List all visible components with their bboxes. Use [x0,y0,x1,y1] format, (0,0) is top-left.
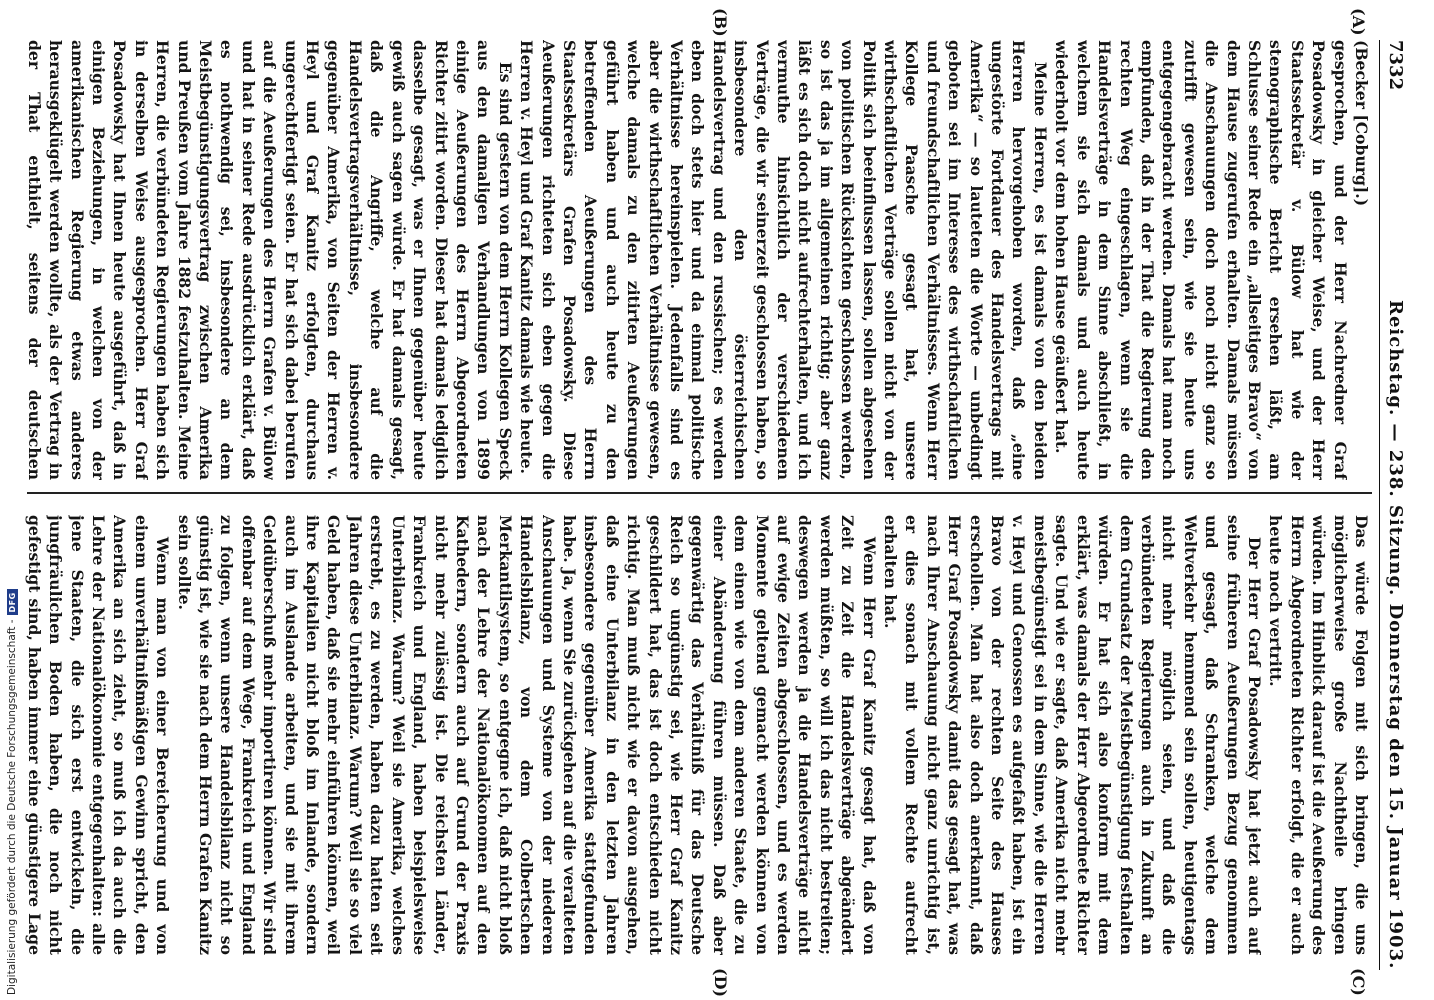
page-number: 7332 [1385,40,1406,91]
speaker-line [1351,40,1372,480]
running-title: Reichstag. — 238. Sitzung. Donnerstag den 15. Januar 1903. [1385,300,1406,970]
left-column [22,40,1372,480]
margin-marker-a: (A) [1349,8,1368,36]
paragraph: Es sind gestern von dem Herrn Kollegen Speck aus den damaligen Verhandlungen von 1899 einige Aeußerungen des Herrn Abgeordneten Richter zitirt worden. Dieser hat damals lediglich dasselbe gesagt, was er Ihnen gegenüber heute gewiß auch sagen würde. Er hat damals gesagt, daß die Angriffe, welche auf die Handelsvertragsverhältnisse, insbesondere gegenüber Amerika, von Seiten der Herren v. Heyl und Graf Kanitz erfolgten, durchaus ungerechtfertigt seien. Er hat sich dabei berufen auf die Aeußerungen des Herrn Grafen v. Bülow und hat in seiner Rede ausdrücklich erklärt, daß es nothwendig sei, insbesondere an dem Meistbegünstigungsvertrag zwischen Amerika und Preußen vom Jahre 1882 festzuhalten. Meine Herren, die verbündeten Regierungen haben sich in derselben Weise ausgesprochen. Herr Graf Posadowsky hat Ihnen heute ausgeführt, daß in einigen Beziehungen, in welchen von der amerikanischen Regierung etwas anderes herausgeklügelt werden wollte, als der Vertrag in der That enthielt, seitens der deutschen [24,40,515,480]
paragraph: Das würde Folgen mit sich bringen, die uns möglicherweise große Nachtheile bringen würden. Im Hinblick darauf ist die Aeußerung des Herrn Abgeordneten Richter erfolgt, die er auch heute noch vertritt. [1266,515,1371,955]
paragraph: Der Herr Graf Posadowsky hat jetzt auch auf seine früheren Aeußerungen Bezug genommen und gesagt, daß Schranken, welche dem Weltverkehr hemmend sein sollen, heutigentags nicht mehr möglich seien, und daß die verbündeten Regierungen auch in Zukunft an dem Grundsatz der Meistbegünstigung festhalten würden. Er hat sich also konform mit dem erklärt, was damals der Herr Abgeordnete Richter sagte. Und wie er sagte, daß Amerika nicht mehr meistbegünstigt sei in dem Sinne, wie die Herren v. Heyl und Genossen es aufgefaßt haben, ist ein Bravo von der rechten Seite des Hauses erschollen. Man hat also doch anerkannt, daß Herr Graf Posadowsky damit das gesagt hat, was nach Ihrer Anschauung nicht ganz unrichtig ist, er dies sonach mit vollem Rechte aufrecht erhalten hat. [881,515,1264,955]
paragraph: Wenn man von einer Bereicherung und von einem unverhältnißmäßigen Gewinn spricht, den Amerika an sich zieht, so muß ich da auch die Lehre der Nationalökonomie entgegenhalten: alle jene Staaten, die sich erst entwickeln, die jungfräulichen Boden haben, die noch nicht gefestigt sind, haben immer eine günstigere Lage [24,515,173,955]
speaker-name: (Becker [Coburg].) [1352,40,1371,207]
column-divider [27,492,1372,494]
credit-text: Digitalisierung gefördert durch die Deutsche Forschungsgemeinschaft - [6,619,18,995]
margin-marker-c: (C) [1349,968,1368,996]
page-header [1379,40,1410,970]
paragraph: gesprochen, und der Herr Nachredner Graf Posadowsky in gleicher Weise, und der Herr Staatssekretär v. Bülow hat wie der stenographische Bericht ersehen läßt, am Schlusse seiner Rede ein „allseitiges Bravo“ von dem Hause zugerufen erhalten. Damals müssen die Anschauungen doch noch nicht ganz so zutrifft gewesen sein, wie sie heute uns entgegengebracht werden. Damals hat man noch empfunden, daß in der That die Regierung den rechten Weg eingeschlagen, wenn sie die Handelsverträge in dem Sinne abschließt, in welchem sie sich damals und auch heute wiederholt vor dem hohen Hause geäußert hat. [1052,40,1350,480]
margin-marker-d: (D) [711,968,730,998]
margin-marker-b: (B) [711,8,730,37]
credit-line [6,589,18,995]
paragraph: Meine Herren, es ist damals von den beiden Herren hervorgehoben worden, daß „eine ungestörte Fortdauer des Handelsvertrags mit Amerika“ — so lauteten die Worte — unbedingt geboten sei im Interesse des wirthschaftlichen und freundschaftlichen Verhältnisses. Wenn Herr Kollege Paasche gesagt hat, unsere wirthschaftlichen Verträge sollen nicht von der Politik sich beeinflussen lassen, sollen abgesehen von politischen Rücksichten geschlossen werden, so ist das ja im allgemeinen richtig; aber ganz läßt es sich doch nicht aufrechterhalten, und ich vermuthe hinsichtlich der verschiedenen Verträge, die wir seinerzeit geschlossen haben, so insbesondere den österreichischen Handelsvertrag und den russischen; es werden eben doch stets hier und da einmal politische Verhältnisse hereinspielen. Jedenfalls sind es aber die wirthschaftlichen Verhältnisse gewesen, welche damals zu den zitirten Aeußerungen geführt haben und auch heute zu den betreffenden Aeußerungen des Herrn Staatssekretärs Grafen Posadowsky. Diese Aeußerungen richteten sich eben gegen die Herren v. Heyl und Graf Kanitz damals wie heute. [517,40,1050,480]
paragraph: Wenn Herr Graf Kanitz gesagt hat, daß von Zeit zu Zeit die Handelsverträge abgeändert werden müßten, so will ich das nicht bestreiten; deswegen werden ja die Handelsverträge nicht auf ewige Zeiten abgeschlossen, und es werden Momente geltend gemacht werden können von dem einen wie von dem anderen Staate, die zu einer Abänderung führen müssen. Daß aber gegenwärtig das Verhältniß für das Deutsche Reich so ungünstig sei, wie Herr Graf Kanitz geschildert hat, das ist doch entschieden nicht richtig. Man muß nicht wie er davon ausgehen, daß eine Unterbilanz in den letzten Jahren insbesondere gegenüber Amerika stattgefunden habe. Ja, wenn Sie zurückgehen auf die veralteten Anschauungen und Systeme von der niederen Handelsbilanz, von dem Colbertschen Merkantilsystem, so entgegne ich, daß nicht bloß nach der Lehre der Nationalökonomen auf den Kathedern, sondern auch auf Grund der Praxis nicht mehr zulässig ist. Die reichsten Länder, Frankreich und England, haben beispielsweise Unterbilanz. Warum? Weil sie Amerika, welches erstrebt, es zu werden, haben dazu hatten seit Jahren diese Unterbilanz. Warum? Weil sie so viel Geld haben, daß sie mehr einführen können, weil ihre Kapitalien nicht bloß im Inlande, sondern auch im Auslande arbeiten, und sie mit ihrem Geldüberschuß mehr importiren können. Wir sind offenbar auf dem Wege, Frankreich und England zu folgen, wenn unsere Handelsbilanz nicht so günstig ist, wie sie nach dem Herrn Grafen Kanitz sein sollte. [174,515,879,955]
dfg-logo: DFG [7,589,18,615]
right-column [22,515,1372,955]
